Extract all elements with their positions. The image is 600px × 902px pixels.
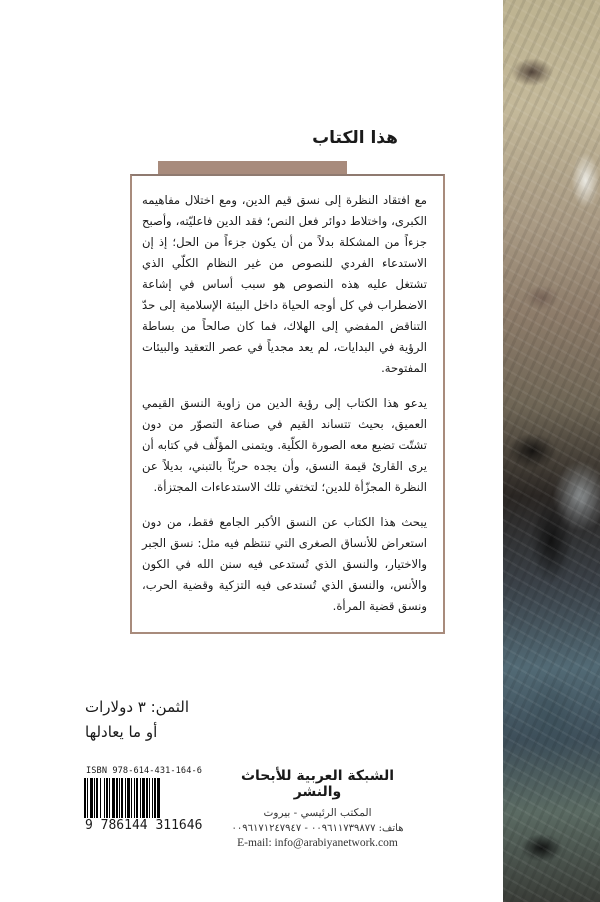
description-box — [130, 174, 445, 634]
description-paragraph-1: مع افتقاد النظرة إلى نسق قيم الدين، ومع اختلال مفاهيمه الكبرى، واختلاط دوائر فعل النص؛ فقد الدين فاعليّته، وأصبح جزءاً من المشكلة بدلاً من أن يكون جزءاً من الحل؛ إذ إن الاستدعاء الفردي للنصوص من غير النظام الكلّي الذي تشتغل عليه هذه النصوص هو سبب أساس في إشاعة الاضطراب في كل أوجه الحياة داخل البيئة الإسلامية إلى حدّ التناقض المفضي إلى الهلاك، فما كان صالحاً من بساطة الرؤية في البدايات، لم يعد مجدياً في عصر التعقيد والبيئات المفتوحة. — [142, 193, 427, 375]
title-text: هذا الكتاب — [312, 128, 398, 148]
ean-digits — [84, 818, 203, 833]
publisher-phone: هاتف: ٠٠٩٦١١٧٣٩٨٧٧ - ٠٠٩٦١٧١٢٤٧٩٤٧ — [231, 823, 404, 834]
isbn-label: ISBN 978-614-431-164-6 — [86, 766, 203, 776]
barcode — [84, 766, 203, 833]
publisher-block — [215, 768, 420, 849]
publisher-office: المكتب الرئيسي - بيروت — [263, 807, 372, 819]
description-paragraph-2: يدعو هذا الكتاب إلى رؤية الدين من زاوية النسق القيمي العميق، بحيث تتساند القيم في صناعة التصوّر من دون تشتّت تضيع معه الصورة الكلّية. ويتمنى المؤلّف في كتابه أن يرى القارئ قيمة النسق، وأن يجده حريّاً بالتبني، بديلاً عن النظرة المجزّأة للدين؛ لتختفي تلك الاستدعاءات المجتزأة. — [142, 396, 427, 494]
section-title — [0, 128, 600, 148]
price-line: الثمن: ٣ دولارات — [85, 698, 190, 716]
title-accent-bar — [158, 161, 347, 174]
price-equivalent-line: أو ما يعادلها — [85, 723, 158, 741]
publisher-name: الشبكة العربية للأبحاث والنشر — [240, 768, 395, 800]
publisher-email[interactable]: E-mail: info@arabiyanetwork.com — [237, 837, 398, 849]
description-paragraph-3: يبحث هذا الكتاب عن النسق الأكبر الجامع فقط، من دون استعراض للأنساق الصغرى التي تنتظم فيه مثل: نسق الجبر والاختيار، والنسق الذي تُستدعى فيه سنن الله في الكون والأنس، والنسق الذي تُستدعى فيه التزكية وقضية الحرب، ونسق قضية المرأة. — [142, 515, 427, 613]
price-block — [85, 695, 189, 745]
ean-digits-text: 9 786144 311646 — [85, 818, 203, 833]
